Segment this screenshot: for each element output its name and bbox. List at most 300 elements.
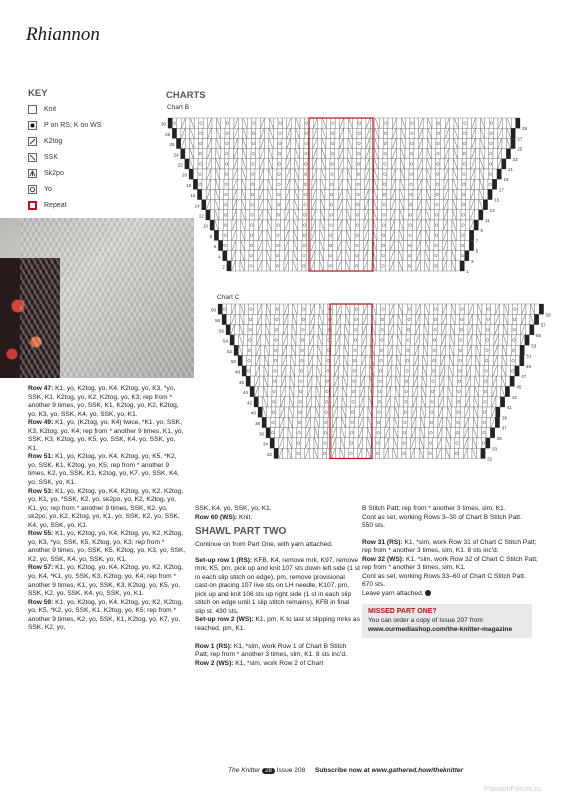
edge-stitch-cell xyxy=(510,376,514,386)
chart-cell xyxy=(486,325,490,335)
chart-row xyxy=(274,448,485,458)
chart-cell xyxy=(295,356,299,366)
chart-cell xyxy=(499,325,503,335)
chart-cell xyxy=(272,376,276,386)
chart-cell xyxy=(279,314,283,324)
chart-cell xyxy=(399,397,403,407)
chart-row xyxy=(246,376,514,386)
chart-cell xyxy=(364,407,368,417)
chart-cell xyxy=(380,448,384,458)
chart-cell xyxy=(297,304,301,314)
chart-cell xyxy=(363,417,367,427)
chart-cell xyxy=(251,366,255,376)
row-number-left: 46 xyxy=(238,379,244,385)
row-number-right: 55 xyxy=(536,332,542,338)
chart-cell xyxy=(376,417,380,427)
chart-cell xyxy=(476,448,480,458)
chart-cell xyxy=(346,397,350,407)
chart-cell xyxy=(473,304,477,314)
chart-cell xyxy=(398,417,402,427)
chart-cell xyxy=(403,304,407,314)
chart-cell xyxy=(420,325,424,335)
column-3 xyxy=(362,505,538,638)
chart-cell xyxy=(480,345,484,355)
chart-cell xyxy=(353,448,357,458)
chart-cell xyxy=(394,314,398,324)
chart-cell xyxy=(390,417,394,427)
chart-cell xyxy=(479,376,483,386)
chart-cell xyxy=(454,345,458,355)
chart-cell xyxy=(472,345,476,355)
chart-cell xyxy=(438,304,442,314)
chart-cell xyxy=(299,376,303,386)
chart-cell xyxy=(394,304,398,314)
chart-cell xyxy=(480,366,484,376)
end-mark-icon xyxy=(425,590,431,596)
chart-cell xyxy=(242,356,246,366)
chart-row xyxy=(226,325,534,335)
chart-cell xyxy=(351,397,355,407)
chart-cell xyxy=(352,376,356,386)
chart-cell xyxy=(410,335,414,345)
chart-cell xyxy=(457,386,461,396)
row-number-left: 20 xyxy=(181,172,187,178)
chart-cell xyxy=(372,417,376,427)
chart-cell xyxy=(274,345,278,355)
chart-cell xyxy=(418,366,422,376)
chart-cell xyxy=(477,438,481,448)
chart-row xyxy=(238,356,524,366)
chart-cell xyxy=(454,335,458,345)
edge-stitch-cell xyxy=(222,314,226,324)
row-instruction xyxy=(195,660,361,669)
missed-heading: MISSED PART ONE? xyxy=(368,608,437,616)
chart-cell xyxy=(349,325,353,335)
chart-cell xyxy=(506,366,510,376)
chart-cell xyxy=(278,345,282,355)
chart-cell xyxy=(499,314,503,324)
chart-cell xyxy=(261,325,265,335)
row-text: KFB, K4, remove mrk, K97, remove mrk, K5, pm, pick up and knit 107 sts down left side (1 st in each slip stitch on edge), pm, remove provisional cast-on placing 107 live sts on LH needle, K107, pm, pick up and knit 106 sts up right side (1 st in each slip stitch on edge until 1 slip stitch remains), KFB in final slip st. 430 sts. xyxy=(195,556,360,615)
chart-row xyxy=(262,417,500,427)
chart-cell xyxy=(392,345,396,355)
chart-cell xyxy=(374,366,378,376)
chart-cell xyxy=(269,345,273,355)
chart-cell xyxy=(323,438,327,448)
chart-cell xyxy=(456,407,460,417)
chart-cell xyxy=(444,386,448,396)
chart-cell xyxy=(301,428,305,438)
chart-cell xyxy=(244,304,248,314)
chart-cell xyxy=(382,386,386,396)
chart-cell xyxy=(400,366,404,376)
chart-cell xyxy=(434,407,438,417)
chart-cell xyxy=(324,397,328,407)
chart-cell xyxy=(429,428,433,438)
chart-cell xyxy=(288,325,292,335)
chart-cell xyxy=(376,438,380,448)
chart-cell xyxy=(366,335,370,345)
chart-cell xyxy=(284,428,288,438)
col3-p4: Cont as set, working Rows 33–60 of Chart C Stitch Patt. xyxy=(362,572,526,580)
chart-cell xyxy=(491,304,495,314)
shawl-photo xyxy=(0,218,194,378)
chart-cell xyxy=(461,386,465,396)
chart-cell xyxy=(345,438,349,448)
chart-cell xyxy=(260,356,264,366)
chart-cell xyxy=(374,376,378,386)
chart-cell xyxy=(260,366,264,376)
chart-cell xyxy=(391,376,395,386)
row-text: K1, yo, K2tog, yo, K4, K2tog, yo, K2, K2tog, yo, K1, yo, *SSK, K2, yo, sk2po, yo, K2, K2tog, yo, K1, yo; rep from * another 9 times, SSK, K2, yo, sk2po, yo, K2, K2tog, yo, K1, yo, SSK, K2, yo, SSK, K4, yo, SSK, yo, K1. xyxy=(28,487,184,529)
chart-cell xyxy=(296,448,300,458)
row-instruction xyxy=(28,419,186,453)
chart-cell xyxy=(332,314,336,324)
chart-cell xyxy=(447,304,451,314)
chart-cell xyxy=(471,356,475,366)
chart-cell xyxy=(274,438,278,448)
chart-cell xyxy=(460,407,464,417)
row-number-right: 21 xyxy=(508,167,514,173)
row-instruction xyxy=(28,530,186,564)
chart-cell xyxy=(460,304,464,314)
chart-row xyxy=(218,304,544,314)
chart-cell xyxy=(389,438,393,448)
shop-link[interactable]: www.ourmediashop.com/the-knitter-magazine xyxy=(368,625,513,633)
chart-cell xyxy=(456,304,460,314)
chart-cell xyxy=(392,356,396,366)
chart-cell xyxy=(487,407,491,417)
chart-cell xyxy=(364,397,368,407)
chart-cell xyxy=(452,386,456,396)
chart-cell xyxy=(349,438,353,448)
chart-cell xyxy=(318,438,322,448)
chart-cell xyxy=(498,345,502,355)
chart-cell xyxy=(459,335,463,345)
chart-cell xyxy=(366,356,370,366)
chart-cell xyxy=(457,376,461,386)
row-lead: Row 57: xyxy=(28,564,54,572)
chart-cell xyxy=(404,386,408,396)
chart-cell xyxy=(302,304,306,314)
chart-cell xyxy=(490,314,494,324)
chart-cell xyxy=(244,314,248,324)
chart-cell xyxy=(354,304,358,314)
chart-cell xyxy=(362,438,366,448)
row-lead: Set-up row 1 (RS): xyxy=(195,556,253,564)
chart-cell xyxy=(251,356,255,366)
row-number-left: 42 xyxy=(246,400,252,406)
chart-cell xyxy=(375,448,379,458)
chart-cell xyxy=(496,397,500,407)
chart-cell xyxy=(235,325,239,335)
chart-row xyxy=(254,397,505,407)
row-text: K1, yo, (K2tog, yo, K4) twice, *K1, yo, SSK, K3, K2tog, yo, K4; rep from * another 9 times, K1, yo, SSK, K3, K2tog, yo, K5, yo, SSK, K4, yo, SSK, yo, K1. xyxy=(28,419,184,452)
chart-cell xyxy=(497,376,501,386)
chart-cell xyxy=(463,345,467,355)
edge-stitch-cell xyxy=(270,438,274,448)
row-number-right: 1 xyxy=(466,269,469,275)
chart-cell xyxy=(340,325,344,335)
chart-cell xyxy=(469,417,473,427)
chart-cell xyxy=(271,417,275,427)
row-lead: Row 2 (WS): xyxy=(195,659,234,667)
chart-cell xyxy=(427,366,431,376)
chart-cell xyxy=(406,325,410,335)
chart-cell xyxy=(446,335,450,345)
chart-cell xyxy=(407,304,411,314)
subscribe-url[interactable]: www.gathered.how/theknitter xyxy=(371,767,464,774)
row-number-right: 43 xyxy=(511,394,517,400)
row-instruction xyxy=(362,539,538,556)
chart-cell xyxy=(393,325,397,335)
chart-cell xyxy=(260,345,264,355)
chart-cell xyxy=(312,376,316,386)
chart-cell xyxy=(248,325,252,335)
chart-cell xyxy=(347,376,351,386)
chart-cell xyxy=(385,314,389,324)
chart-cell xyxy=(350,417,354,427)
row-number-right: 3 xyxy=(471,258,474,264)
chart-cell xyxy=(432,356,436,366)
chart-cell xyxy=(325,376,329,386)
chart-cell xyxy=(402,428,406,438)
chart-cell xyxy=(398,428,402,438)
chart-cell xyxy=(402,325,406,335)
row-lead: Row 53: xyxy=(28,487,54,495)
chart-cell xyxy=(416,428,420,438)
chart-cell xyxy=(304,356,308,366)
key-label: K2tog xyxy=(44,137,63,145)
row-lead: Row 55: xyxy=(28,530,54,538)
chart-cell xyxy=(403,417,407,427)
col2-intro: SSK, K4, yo, SSK, yo, K1. xyxy=(195,505,272,512)
row-number-left: 40 xyxy=(250,410,256,416)
chart-cell xyxy=(319,428,323,438)
chart-cell xyxy=(486,428,490,438)
edge-stitch-cell xyxy=(496,407,500,417)
chart-cell xyxy=(384,325,388,335)
chart-cell xyxy=(339,366,343,376)
chart-cell xyxy=(332,325,336,335)
edge-stitch-cell xyxy=(266,428,270,438)
chart-cell xyxy=(480,356,484,366)
chart-cell xyxy=(490,335,494,345)
chart-cell xyxy=(353,335,357,345)
chart-cell xyxy=(409,376,413,386)
chart-cell xyxy=(463,335,467,345)
chart-cell xyxy=(362,448,366,458)
chart-cell xyxy=(381,417,385,427)
chart-cell xyxy=(442,417,446,427)
chart-cell xyxy=(408,397,412,407)
edge-stitch-cell xyxy=(258,407,262,417)
chart-cell xyxy=(346,407,350,417)
row-instruction xyxy=(28,599,186,633)
chart-cell xyxy=(511,345,515,355)
chart-cell xyxy=(252,335,256,345)
chart-cell xyxy=(416,417,420,427)
chart-cell xyxy=(435,376,439,386)
chart-cell xyxy=(390,397,394,407)
chart-cell xyxy=(351,386,355,396)
chart-cell xyxy=(310,438,314,448)
chart-cell xyxy=(385,304,389,314)
chart-cell xyxy=(402,448,406,458)
row-lead: Row 47: xyxy=(28,385,54,392)
row-number-left: 48 xyxy=(234,369,240,375)
row-number-right: 39 xyxy=(502,415,508,421)
chart-cell xyxy=(436,366,440,376)
chart-cell xyxy=(404,397,408,407)
chart-cell xyxy=(418,376,422,386)
chart-cell xyxy=(338,376,342,386)
chart-cell xyxy=(365,376,369,386)
row-lead: Row 51: xyxy=(28,453,54,461)
chart-cell xyxy=(526,304,530,314)
edge-stitch-cell xyxy=(218,304,222,314)
chart-cell xyxy=(368,304,372,314)
chart-cell xyxy=(381,407,385,417)
chart-cell xyxy=(384,335,388,345)
chart-cell xyxy=(380,438,384,448)
chart-cell xyxy=(482,417,486,427)
chart-cell xyxy=(296,345,300,355)
chart-cell xyxy=(428,438,432,448)
chart-cell xyxy=(273,356,277,366)
chart-cell xyxy=(481,438,485,448)
chart-cell xyxy=(398,438,402,448)
chart-cell xyxy=(513,304,517,314)
chart-cell xyxy=(426,386,430,396)
chart-cell xyxy=(375,335,379,345)
chart-cell xyxy=(301,438,305,448)
chart-cell xyxy=(525,325,529,335)
chart-cell xyxy=(275,417,279,427)
chart-cell xyxy=(379,356,383,366)
edge-stitch-cell xyxy=(246,376,250,386)
page-number: 28 xyxy=(262,768,275,774)
chart-cell xyxy=(380,325,384,335)
chart-cell xyxy=(464,314,468,324)
chart-cell xyxy=(424,448,428,458)
chart-cell xyxy=(472,325,476,335)
chart-cell xyxy=(286,376,290,386)
chart-row xyxy=(250,386,510,396)
chart-cell xyxy=(323,314,327,324)
chart-cell xyxy=(450,448,454,458)
chart-cell xyxy=(486,314,490,324)
chart-cell xyxy=(313,356,317,366)
chart-cell xyxy=(358,335,362,345)
chart-cell xyxy=(445,345,449,355)
chart-cell xyxy=(452,397,456,407)
chart-cell xyxy=(340,345,344,355)
chart-cell xyxy=(517,304,521,314)
chart-cell xyxy=(324,304,328,314)
chart-cell xyxy=(410,345,414,355)
row-number-right: 51 xyxy=(526,353,532,359)
edge-stitch-cell xyxy=(525,335,529,345)
chart-cell xyxy=(420,304,424,314)
section-shawl-part-two: SHAWL PART TWO xyxy=(195,526,287,538)
chart-cell xyxy=(348,356,352,366)
chart-cell xyxy=(470,397,474,407)
row-number-right: 19 xyxy=(503,177,509,183)
chart-cell xyxy=(375,345,379,355)
magazine-name: The Knitter xyxy=(228,767,261,774)
row-number-left: 24 xyxy=(173,152,179,158)
chart-cell xyxy=(261,335,265,345)
chart-cell xyxy=(429,314,433,324)
row-number-left: 36 xyxy=(258,431,264,437)
chart-row xyxy=(230,335,529,345)
chart-cell xyxy=(438,314,442,324)
chart-cell xyxy=(244,325,248,335)
chart-cell xyxy=(315,304,319,314)
chart-cell xyxy=(486,417,490,427)
chart-cell xyxy=(420,314,424,324)
chart-cell xyxy=(324,417,328,427)
chart-cell xyxy=(441,448,445,458)
row-lead: Row 1 (RS): xyxy=(195,642,232,650)
chart-cell xyxy=(276,397,280,407)
chart-cell xyxy=(356,376,360,386)
watermark: PassionForum.ru xyxy=(484,784,542,793)
row-number-right: 45 xyxy=(516,384,522,390)
edge-stitch-cell xyxy=(539,304,543,314)
chart-cell xyxy=(458,366,462,376)
chart-cell xyxy=(416,407,420,417)
chart-cell xyxy=(417,386,421,396)
chart-cell xyxy=(323,325,327,335)
chart-cell xyxy=(358,325,362,335)
chart-cell xyxy=(436,345,440,355)
chart-cell xyxy=(306,304,310,314)
chart-cell xyxy=(252,345,256,355)
chart-cell xyxy=(498,335,502,345)
chart-cell xyxy=(376,314,380,324)
chart-cell xyxy=(462,356,466,366)
chart-cell xyxy=(234,335,238,345)
chart-cell xyxy=(483,386,487,396)
chart-cell xyxy=(367,325,371,335)
chart-cell xyxy=(235,314,239,324)
chart-cell xyxy=(445,356,449,366)
chart-cell xyxy=(339,356,343,366)
missed-text: You can order a copy of Issue 207 from xyxy=(368,617,483,625)
chart-cell xyxy=(391,386,395,396)
chart-cell xyxy=(383,356,387,366)
chart-cell xyxy=(299,366,303,376)
chart-cell xyxy=(341,304,345,314)
chart-cell xyxy=(269,356,273,366)
chart-cell xyxy=(247,345,251,355)
chart-cell xyxy=(481,335,485,345)
row-number-left: 10 xyxy=(202,223,208,229)
chart-cell xyxy=(300,448,304,458)
chart-cell xyxy=(331,345,335,355)
chart-cell xyxy=(312,366,316,376)
chart-cell xyxy=(283,438,287,448)
chart-cell xyxy=(460,428,464,438)
row-instruction xyxy=(28,385,186,419)
chart-cell xyxy=(516,335,520,345)
row-number-right: 31 xyxy=(487,456,493,462)
chart-cell xyxy=(478,397,482,407)
edge-stitch-cell xyxy=(505,386,509,396)
chart-cell xyxy=(436,356,440,366)
